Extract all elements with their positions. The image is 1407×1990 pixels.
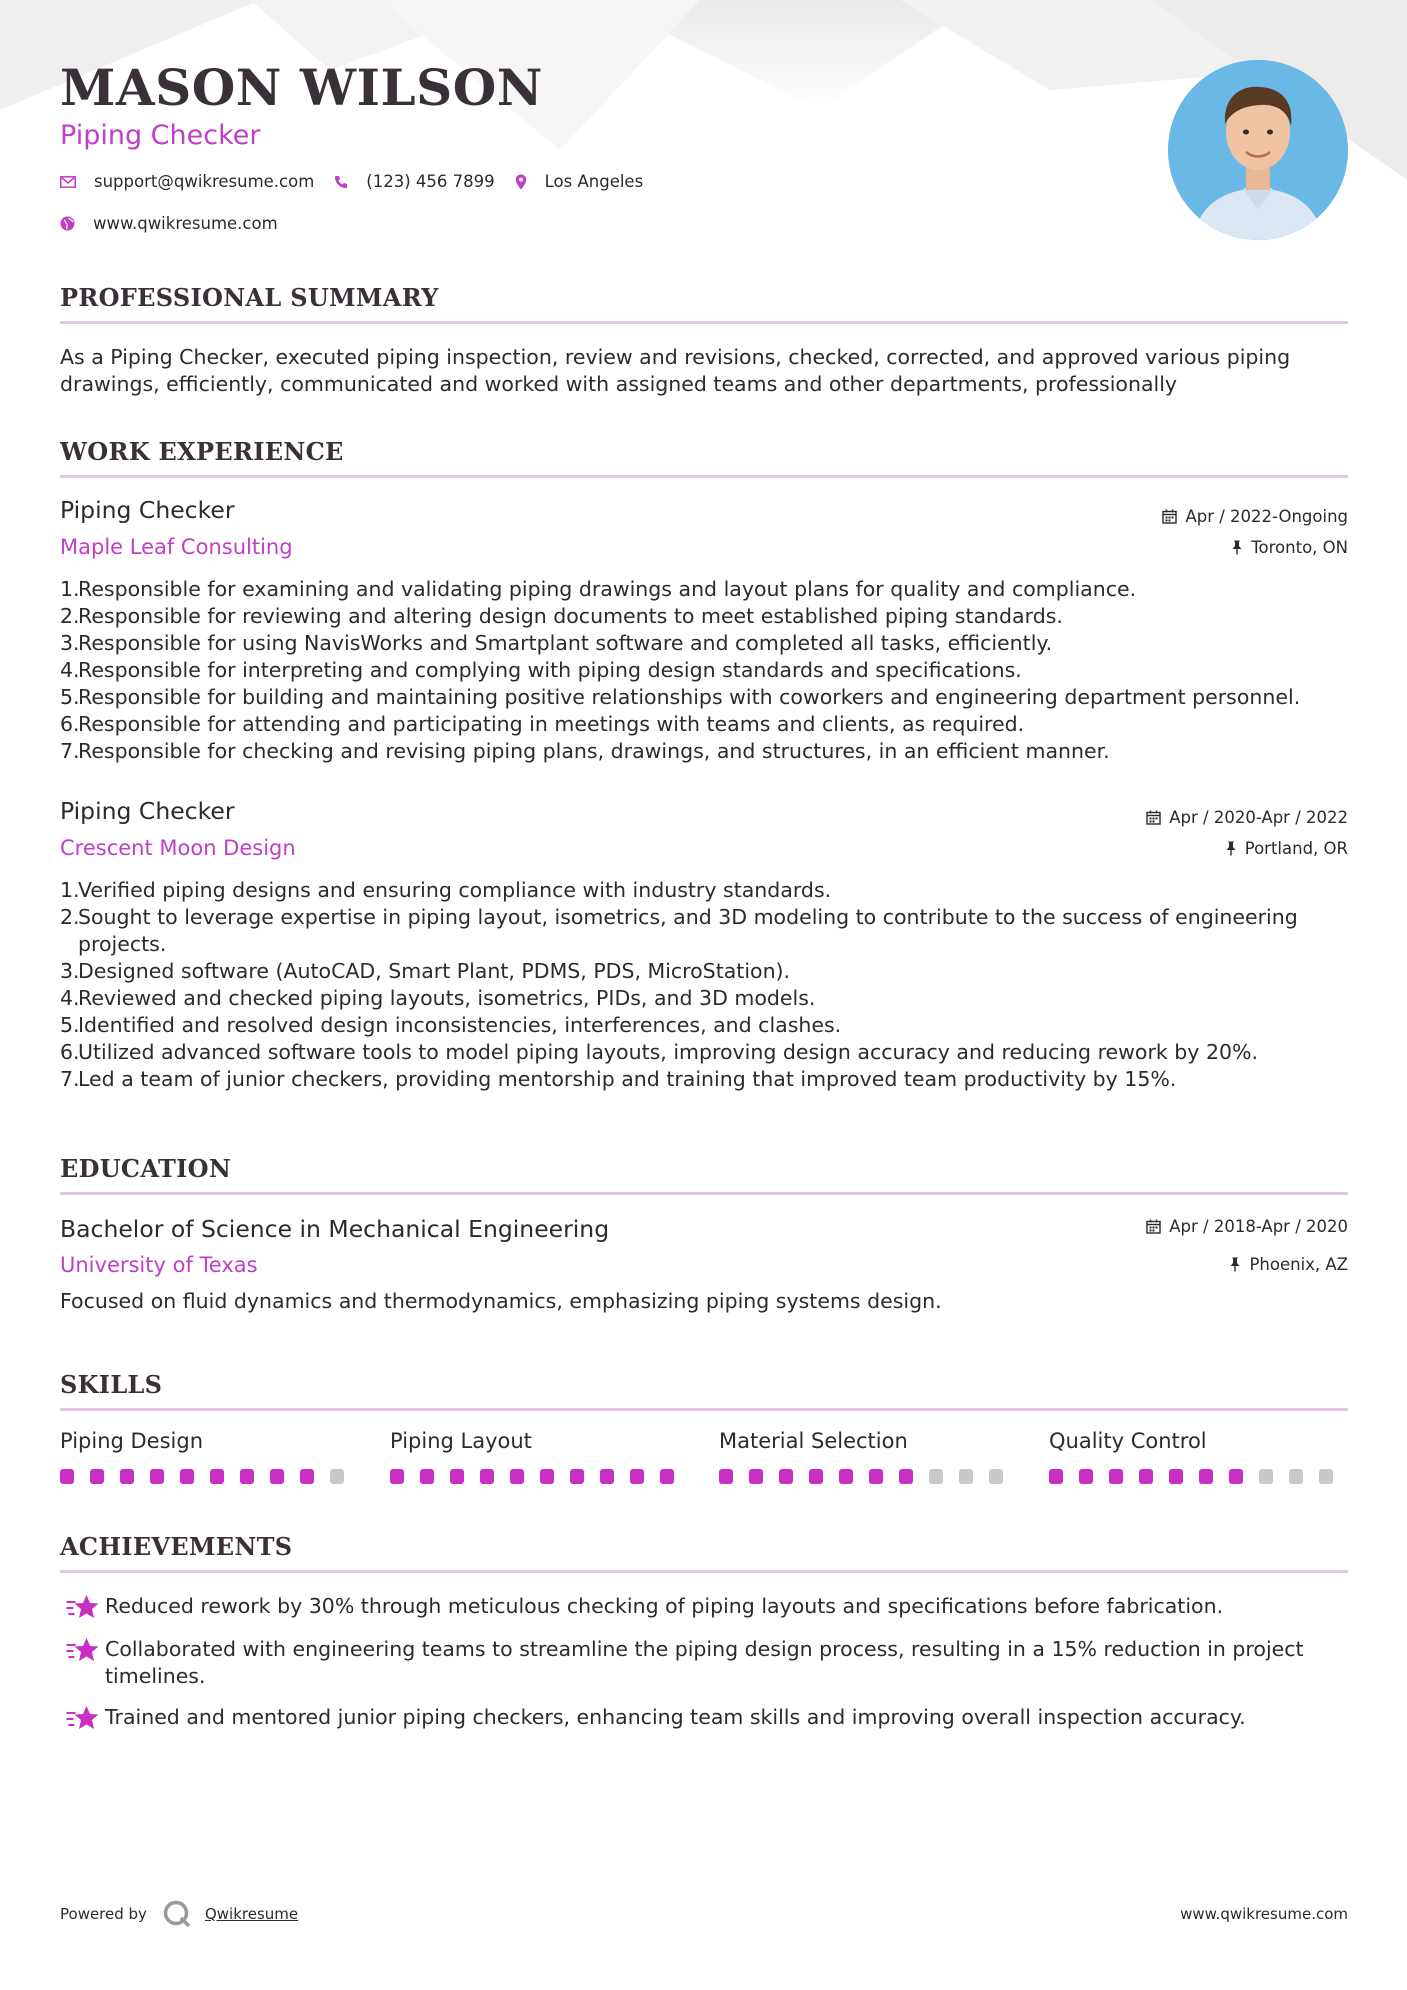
section-title-summary: PROFESSIONAL SUMMARY bbox=[60, 283, 439, 312]
skill-dot-empty bbox=[1289, 1469, 1303, 1484]
skill-dot-filled bbox=[450, 1469, 464, 1484]
mail-icon bbox=[60, 176, 76, 188]
job-company: Maple Leaf Consulting bbox=[60, 535, 293, 559]
skill-dot-filled bbox=[600, 1469, 614, 1484]
section-divider bbox=[60, 1570, 1348, 1573]
job-location bbox=[1225, 839, 1348, 858]
skill-dot-filled bbox=[1169, 1469, 1183, 1484]
star-icon bbox=[60, 1593, 105, 1621]
skill-item bbox=[1049, 1429, 1349, 1484]
job-date bbox=[1162, 507, 1348, 526]
candidate-name: MASON WILSON bbox=[60, 58, 543, 117]
calendar-icon bbox=[1162, 509, 1177, 524]
phone-icon bbox=[334, 175, 348, 189]
skill-dot-filled bbox=[1109, 1469, 1123, 1484]
skill-dot-empty bbox=[929, 1469, 943, 1484]
phone-text: (123) 456 7899 bbox=[366, 172, 495, 191]
skill-dot-filled bbox=[719, 1469, 733, 1484]
skill-dot-empty bbox=[989, 1469, 1003, 1484]
skill-dot-filled bbox=[180, 1469, 194, 1484]
education-school: University of Texas bbox=[60, 1253, 258, 1277]
skill-dot-filled bbox=[150, 1469, 164, 1484]
job-title: Piping Checker bbox=[60, 496, 235, 524]
qwikresume-link[interactable]: Qwikresume bbox=[204, 1905, 299, 1923]
skill-name: Quality Control bbox=[1049, 1429, 1207, 1453]
location-text: Los Angeles bbox=[544, 172, 644, 191]
contact-row-secondary bbox=[60, 214, 298, 233]
achievement-item bbox=[60, 1593, 1348, 1621]
candidate-title: Piping Checker bbox=[60, 120, 261, 151]
list-item: 2. Sought to leverage expertise in piping layout, isometrics, and 3D modeling to contribute to the success of engineering projects. bbox=[60, 905, 1298, 956]
skill-dot-empty bbox=[959, 1469, 973, 1484]
globe-icon bbox=[60, 216, 75, 231]
job-duties-list bbox=[60, 576, 1348, 765]
skill-dot-empty bbox=[330, 1469, 344, 1484]
list-item: 2. Responsible for reviewing and altering design documents to meet established piping standards. bbox=[60, 604, 1063, 628]
skill-dot-filled bbox=[240, 1469, 254, 1484]
list-item: 4. Responsible for interpreting and complying with piping design standards and specifications. bbox=[60, 658, 1022, 682]
section-divider bbox=[60, 1192, 1348, 1195]
summary-text: As a Piping Checker, executed piping inspection, review and revisions, checked, corrected, and approved various piping drawings, efficiently, communicated and worked with assigned teams and other departments, professionally bbox=[60, 345, 1291, 396]
list-item: 4. Reviewed and checked piping layouts, isometrics, PIDs, and 3D models. bbox=[60, 986, 816, 1010]
skill-dot-filled bbox=[1229, 1469, 1243, 1484]
education-date bbox=[1146, 1217, 1348, 1236]
list-item: 5. Identified and resolved design inconsistencies, interferences, and clashes. bbox=[60, 1013, 842, 1037]
list-item: 1. Responsible for examining and validating piping drawings and layout plans for quality and compliance. bbox=[60, 577, 1137, 601]
list-item: 7. Led a team of junior checkers, providing mentorship and training that improved team productivity by 15%. bbox=[60, 1067, 1177, 1091]
section-divider bbox=[60, 321, 1348, 324]
skill-name: Piping Design bbox=[60, 1429, 204, 1453]
job-title: Piping Checker bbox=[60, 797, 235, 825]
footer-powered-by bbox=[60, 1900, 298, 1928]
pushpin-icon bbox=[1225, 841, 1237, 856]
list-item: 1. Verified piping designs and ensuring compliance with industry standards. bbox=[60, 878, 832, 902]
skill-item bbox=[719, 1429, 1019, 1484]
job-duties-list bbox=[60, 877, 1348, 1093]
footer-website-link[interactable]: www.qwikresume.com bbox=[1180, 1905, 1348, 1923]
skill-dot-filled bbox=[510, 1469, 524, 1484]
skill-dot-empty bbox=[1259, 1469, 1273, 1484]
skill-dot-filled bbox=[1079, 1469, 1093, 1484]
list-item: 6. Responsible for attending and participating in meetings with teams and clients, as required. bbox=[60, 712, 1025, 736]
skill-level-dots bbox=[1049, 1469, 1349, 1484]
skill-dot-filled bbox=[839, 1469, 853, 1484]
job-date-text: Apr / 2022-Ongoing bbox=[1185, 507, 1348, 526]
skill-dot-filled bbox=[60, 1469, 74, 1484]
achievement-text: Reduced rework by 30% through meticulous checking of piping layouts and specifications before fabrication. bbox=[105, 1594, 1224, 1618]
skill-dot-filled bbox=[1139, 1469, 1153, 1484]
skill-dot-filled bbox=[869, 1469, 883, 1484]
skill-item bbox=[60, 1429, 360, 1484]
section-title-skills: SKILLS bbox=[60, 1370, 163, 1399]
achievement-item bbox=[60, 1704, 1348, 1732]
education-date-text: Apr / 2018-Apr / 2020 bbox=[1169, 1217, 1348, 1236]
section-divider bbox=[60, 1408, 1348, 1411]
skill-name: Piping Layout bbox=[390, 1429, 532, 1453]
location-pin-icon bbox=[515, 174, 527, 190]
qwikresume-logo-icon bbox=[163, 1900, 191, 1928]
section-title-education: EDUCATION bbox=[60, 1154, 232, 1183]
skill-dot-filled bbox=[540, 1469, 554, 1484]
job-date bbox=[1146, 808, 1348, 827]
email-text: support@qwikresume.com bbox=[94, 172, 315, 191]
avatar-illustration bbox=[1168, 60, 1348, 240]
job-date-text: Apr / 2020-Apr / 2022 bbox=[1169, 808, 1348, 827]
skill-dot-empty bbox=[1319, 1469, 1333, 1484]
achievement-item bbox=[60, 1636, 1348, 1690]
skill-dot-filled bbox=[749, 1469, 763, 1484]
list-item: 3. Responsible for using NavisWorks and Smartplant software and completed all tasks, efficiently. bbox=[60, 631, 1053, 655]
contact-website[interactable] bbox=[60, 214, 278, 233]
education-degree: Bachelor of Science in Mechanical Engineering bbox=[60, 1215, 610, 1243]
skill-dot-filled bbox=[390, 1469, 404, 1484]
achievement-text: Collaborated with engineering teams to streamline the piping design process, resulting in a 15% reduction in project timelines. bbox=[105, 1637, 1304, 1688]
section-title-experience: WORK EXPERIENCE bbox=[60, 437, 344, 466]
contact-phone[interactable] bbox=[334, 172, 494, 191]
profile-photo bbox=[1168, 60, 1348, 240]
list-item: 7. Responsible for checking and revising piping plans, drawings, and structures, in an efficient manner. bbox=[60, 739, 1110, 763]
skill-item bbox=[390, 1429, 690, 1484]
skill-dot-filled bbox=[809, 1469, 823, 1484]
powered-by-label: Powered by bbox=[60, 1905, 147, 1923]
skill-dot-filled bbox=[1199, 1469, 1213, 1484]
education-location-text: Phoenix, AZ bbox=[1249, 1255, 1348, 1274]
skill-dot-filled bbox=[480, 1469, 494, 1484]
calendar-icon bbox=[1146, 810, 1161, 825]
skill-dot-filled bbox=[570, 1469, 584, 1484]
skill-dot-filled bbox=[120, 1469, 134, 1484]
skill-dot-filled bbox=[210, 1469, 224, 1484]
job-location-text: Toronto, ON bbox=[1251, 538, 1348, 557]
contact-email[interactable] bbox=[60, 172, 314, 191]
website-text: www.qwikresume.com bbox=[93, 214, 278, 233]
education-location bbox=[1229, 1255, 1348, 1274]
skill-dot-filled bbox=[270, 1469, 284, 1484]
job-company: Crescent Moon Design bbox=[60, 836, 296, 860]
skill-dot-filled bbox=[1049, 1469, 1063, 1484]
skill-name: Material Selection bbox=[719, 1429, 908, 1453]
skill-level-dots bbox=[60, 1469, 360, 1484]
skill-dot-filled bbox=[300, 1469, 314, 1484]
list-item: 3. Designed software (AutoCAD, Smart Plant, PDMS, PDS, MicroStation). bbox=[60, 959, 791, 983]
job-location-text: Portland, OR bbox=[1244, 839, 1348, 858]
list-item: 5. Responsible for building and maintaining positive relationships with coworkers and engineering department personnel. bbox=[60, 685, 1301, 709]
star-icon bbox=[60, 1704, 105, 1732]
skill-dot-filled bbox=[779, 1469, 793, 1484]
contact-location bbox=[515, 172, 644, 191]
skill-dot-filled bbox=[899, 1469, 913, 1484]
skill-dot-filled bbox=[90, 1469, 104, 1484]
achievement-text: Trained and mentored junior piping checkers, enhancing team skills and improving overall inspection accuracy. bbox=[105, 1705, 1246, 1729]
section-divider bbox=[60, 475, 1348, 478]
skill-dot-filled bbox=[630, 1469, 644, 1484]
education-description: Focused on fluid dynamics and thermodynamics, emphasizing piping systems design. bbox=[60, 1289, 942, 1313]
skill-dot-filled bbox=[420, 1469, 434, 1484]
skill-level-dots bbox=[719, 1469, 1019, 1484]
star-icon bbox=[60, 1636, 105, 1664]
job-location bbox=[1231, 538, 1348, 557]
skill-level-dots bbox=[390, 1469, 690, 1484]
skill-dot-filled bbox=[660, 1469, 674, 1484]
contact-row-primary bbox=[60, 172, 663, 191]
calendar-icon bbox=[1146, 1219, 1161, 1234]
pushpin-icon bbox=[1229, 1257, 1241, 1272]
list-item: 6. Utilized advanced software tools to model piping layouts, improving design accuracy and reducing rework by 20%. bbox=[60, 1040, 1259, 1064]
section-title-achievements: ACHIEVEMENTS bbox=[60, 1532, 293, 1561]
pushpin-icon bbox=[1231, 540, 1243, 555]
